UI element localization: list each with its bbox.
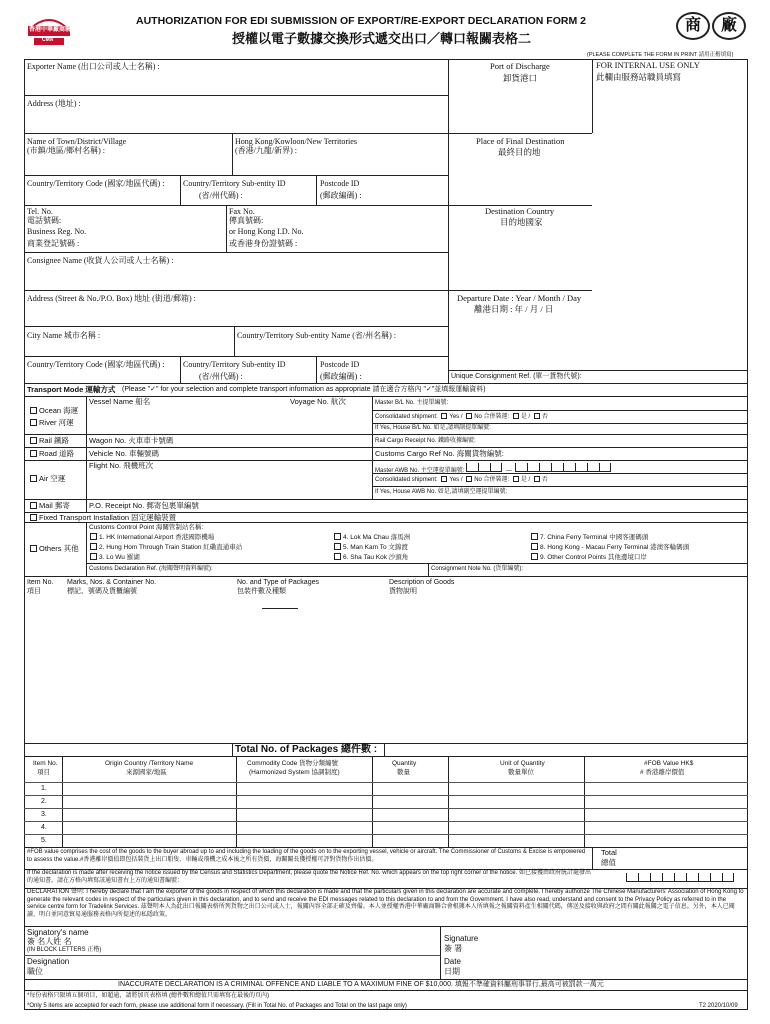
seal-right	[712, 12, 746, 40]
yes-checkbox[interactable]	[441, 476, 447, 482]
control-point-label: Customs Control Point 海關管制站名稱:	[89, 524, 204, 531]
consolidated-label: Consolidated shipment:	[375, 414, 438, 420]
vehicle-label: Vehicle No. 車輛號碼	[89, 449, 160, 458]
cp-item-label: 2. Hung Hom Through Train Station 紅磡直通車站	[99, 544, 243, 551]
yes-label: Yes /	[449, 477, 463, 483]
river-option[interactable]	[30, 419, 74, 428]
cp-checkbox[interactable]	[334, 543, 341, 550]
mail-option[interactable]	[30, 502, 70, 511]
yes-zh-checkbox[interactable]	[513, 476, 519, 482]
consignment-note-label: Consignment Note No. (貨單編號):	[431, 566, 524, 572]
brn-label: Business Reg. No.	[27, 227, 87, 236]
air-label: Air 空運	[39, 474, 66, 483]
cp-checkbox[interactable]	[531, 533, 538, 540]
consignee-subentity-label-zh: (省/州代碼) :	[199, 372, 243, 381]
departure-date-label: Departure Date : Year / Month / Day	[457, 293, 582, 303]
notice-box[interactable]	[650, 873, 662, 882]
rail-checkbox[interactable]	[30, 437, 37, 444]
description-label: Description of Goods	[389, 579, 455, 586]
fixed-label: Fixed Transport Installation 固定運輸裝置	[39, 513, 177, 522]
awb-box[interactable]	[490, 463, 502, 472]
cp-checkbox[interactable]	[531, 543, 538, 550]
th-origin: Origin Country /Territory Name	[105, 760, 194, 767]
final-destination-label-zh: 最終目的地	[498, 147, 541, 157]
others-option[interactable]	[30, 545, 79, 554]
hkid-label: or Hong Kong I.D. No.	[229, 227, 304, 236]
air-option[interactable]	[30, 475, 65, 484]
fixed-checkbox[interactable]	[30, 514, 37, 521]
town-label-zh: (市鎮/地區/鄉村名稱) :	[27, 146, 105, 155]
no-zh-label: 否	[541, 477, 548, 483]
mail-checkbox[interactable]	[30, 502, 37, 509]
table-row: 1.	[41, 785, 47, 792]
cp-item-9[interactable]	[531, 553, 647, 561]
declaration-text: DECLARATION 聲明: I hereby declare that I am the exporter of the goods in respect of which this declaration is made and that the particulars given in this declaration are accurate and complete. I hereby authorize The Chinese Manufacturers' Association of Hong Kong to generate the relevant codes in respect of the particulars given in this declaration, and to send and receive the EDI messages related to this declaration to and from the Government. I have also read, understand and consent to the Privacy Policy as referred to in the service centre form for Tradelink Services. 茲聲明本人為此出口報關表格所列貨物之出口公司或人士，報關內容全部正確及齊備。本人並授權香港中華廠商聯合會根據本人所填報之報關資料產生相關代碼，傳送及接收與政府之間有關此報關之電子信息。另外，本人已閱讀、明白並同意貿易通服務表格內所提述的私隱政策。	[27, 889, 744, 918]
exporter-subentity-label: Country/Territory Sub-entity ID	[183, 179, 286, 188]
form-title-zh: 授權以電子數據交換形式遞交出口／轉口報關表格二	[232, 31, 532, 46]
notice-box[interactable]	[662, 873, 674, 882]
cp-item-6[interactable]	[334, 553, 408, 561]
notice-box[interactable]	[698, 873, 710, 882]
no-checkbox[interactable]	[466, 476, 472, 482]
th-quantity: Quantity	[392, 760, 417, 767]
no-zh-checkbox[interactable]	[534, 476, 540, 482]
signatory-name-label-zh: 簽 名人姓 名	[27, 937, 72, 946]
road-label: Road 道路	[39, 449, 75, 458]
exporter-postcode-label-zh: (郵政編碼) :	[320, 191, 362, 200]
destination-country-label-zh: 目的地國家	[500, 217, 543, 227]
master-awb-label: Master AWB No. 主空運提單編號:	[375, 468, 465, 474]
table-row: 4.	[41, 824, 47, 831]
table-row: 5.	[41, 837, 47, 844]
awb-box[interactable]	[587, 463, 599, 472]
goods-item-no-label-zh: 項目	[27, 588, 41, 595]
discharge-label-zh: 卸貨港口	[503, 73, 538, 83]
notice-box[interactable]	[626, 873, 638, 882]
internal-use-label-zh: 此欄由服務站職員填寫	[596, 72, 682, 82]
footer-note-zh: *每份表格只限填五個項目，如超逾，請將加頁表格填 (總件數和總值只需填寫在最後的頁內)	[27, 993, 269, 999]
exporter-subentity-label-zh: (省/州代碼) :	[199, 191, 243, 200]
awb-box[interactable]	[563, 463, 575, 472]
th-commodity: Commodity Code 貨物分類編號	[247, 760, 339, 767]
consignee-subentity-name-label: Country/Territory Sub-entity Name (省/州名稱) :	[237, 331, 396, 340]
ocean-checkbox[interactable]	[30, 407, 37, 414]
awb-box[interactable]	[551, 463, 563, 472]
rail-option[interactable]	[30, 437, 69, 446]
fixed-option[interactable]	[30, 514, 176, 523]
notice-box[interactable]	[686, 873, 698, 882]
no-label: No	[474, 477, 482, 483]
awb-box[interactable]	[575, 463, 587, 472]
exporter-postcode-label: Postcode ID	[320, 179, 360, 188]
no-zh-checkbox[interactable]	[534, 413, 540, 419]
cp-item-4[interactable]	[334, 533, 410, 541]
yes-zh-checkbox[interactable]	[513, 413, 519, 419]
th-fob-zh: # 香港離岸價值	[640, 769, 685, 776]
table-row: 2.	[41, 798, 47, 805]
total-packages-label: Total No. of Packages 總件數 :	[235, 744, 378, 755]
voyage-label: Voyage No. 航次	[290, 397, 346, 406]
others-checkbox[interactable]	[30, 545, 37, 552]
consignee-postcode-label-zh: (郵政編碼) :	[320, 372, 362, 381]
seal-left-text: 商	[684, 17, 701, 34]
notice-ref-boxes[interactable]	[626, 873, 734, 884]
seal-right-text: 廠	[720, 17, 737, 34]
awb-box[interactable]	[478, 463, 490, 472]
ocean-option[interactable]	[30, 407, 78, 416]
th-item-zh: 項目	[37, 769, 50, 776]
city-label: City Name 城市名稱 :	[27, 331, 101, 340]
cp-item-7[interactable]	[531, 533, 648, 541]
awb-box[interactable]	[527, 463, 539, 472]
cp-item-label: 7. China Ferry Terminal 中國客運碼頭	[540, 534, 649, 541]
designation-label-zh: 職位	[27, 967, 43, 976]
exporter-name-label: Exporter Name (出口公司或人士名稱) :	[27, 62, 160, 71]
cp-item-label: 1. HK International Airport 香港國際機場	[99, 534, 215, 541]
cp-checkbox[interactable]	[334, 553, 341, 560]
departure-date-label-zh: 離港日期 : 年 / 月 / 日	[474, 304, 554, 314]
ucr-label: Unique Consignment Ref. (單一貨物代號):	[451, 373, 582, 380]
town-label: Name of Town/District/Village	[27, 137, 127, 146]
river-checkbox[interactable]	[30, 419, 37, 426]
no-checkbox[interactable]	[466, 413, 472, 419]
th-unit: Unit of Quantity	[500, 760, 545, 767]
hkid-label-zh: 或香港身份證號碼 :	[229, 239, 298, 248]
road-checkbox[interactable]	[30, 450, 37, 457]
house-bl-label: If Yes, House B/L No. 如是,請填副提單編號:	[375, 425, 491, 431]
cp-checkbox[interactable]	[90, 553, 97, 560]
th-fob: #FOB Value HK$	[644, 760, 694, 767]
block-letters-label: (IN BLOCK LETTERS 正楷)	[27, 947, 102, 953]
consignee-name-label: Consignee Name (收貨人公司或人士名稱) :	[27, 256, 174, 265]
packages-underline	[262, 608, 298, 609]
others-label: Others 其他	[39, 544, 79, 553]
description-label-zh: 貨物說明	[389, 588, 417, 595]
customs-declaration-label: Customs Declaration Ref. (海關聲明資料編號):	[89, 566, 213, 572]
customs-cargo-label: Customs Cargo Ref No. 海關貨物編號:	[375, 449, 504, 458]
marks-label: Marks, Nos. & Container No.	[67, 579, 157, 586]
consignee-address-label: Address (Street & No./P.O. Box) 地址 (街道/郵箱) :	[27, 294, 196, 303]
total-label: Total	[601, 848, 617, 857]
awb-box[interactable]	[539, 463, 551, 472]
print-note: (PLEASE COMPLETE THE FORM IN PRINT 請用正楷填寫)	[587, 52, 734, 58]
consignee-subentity-label: Country/Territory Sub-entity ID	[183, 360, 286, 369]
master-bl-label: Master B/L No. 主提單編號:	[375, 400, 449, 406]
cp-item-8[interactable]	[531, 543, 689, 551]
no-zh-label: 否	[541, 414, 548, 420]
notice-box[interactable]	[638, 873, 650, 882]
vessel-name-label: Vessel Name 船名	[89, 397, 151, 406]
transport-heading: Transport Mode 運輸方式	[27, 385, 116, 394]
notice-box[interactable]	[710, 873, 722, 882]
rail-cargo-label: Rail Cargo Receipt No. 鐵路收據編號:	[375, 438, 476, 444]
awb-box[interactable]	[466, 463, 478, 472]
marks-label-zh: 標記、號碼及貨櫃編號	[67, 588, 137, 595]
consolidated-zh-label: 合併裝運:	[483, 414, 510, 420]
cp-item-1[interactable]	[90, 533, 214, 541]
consolidated-label: Consolidated shipment:	[375, 477, 438, 483]
seal-left	[676, 12, 710, 40]
no-label: No	[474, 414, 482, 420]
date-label: Date	[444, 957, 461, 966]
th-origin-zh: 來源國家/地區	[126, 769, 167, 776]
packages-label: No. and Type of Packages	[237, 579, 319, 586]
discharge-label: Port of Discharge	[490, 61, 550, 71]
yes-label: Yes /	[449, 414, 463, 420]
yes-zh-label: 是 /	[520, 414, 531, 420]
wagon-label: Wagon No. 火車車卡號碼	[89, 436, 174, 445]
exporter-country-label: Country/Territory Code (國家/地區代碼) :	[27, 179, 165, 188]
cma-logo	[26, 14, 84, 50]
awb-box[interactable]	[515, 463, 527, 472]
hk-region-label-zh: (香港/九龍/新界) :	[235, 146, 297, 155]
form-title-en: AUTHORIZATION FOR EDI SUBMISSION OF EXPORT/RE-EXPORT DECLARATION FORM 2	[136, 15, 586, 27]
signature-label: Signature	[444, 934, 479, 943]
footer-note-en: *Only 5 items are accepted for each form, please use additional form if necessary. (Fill in Total No. of Packages and Total on the last page only)	[27, 1003, 407, 1009]
total-label-zh: 總值	[601, 858, 616, 867]
cp-checkbox[interactable]	[531, 553, 538, 560]
cp-item-label: 5. Man Kam To 文錦渡	[343, 544, 408, 551]
cp-item-label: 6. Sha Tau Kok 沙頭角	[343, 554, 409, 561]
flight-label: Flight No. 飛機班次	[89, 461, 154, 470]
signatory-name-label: Signatory's name	[27, 928, 89, 937]
awb-box[interactable]	[599, 463, 611, 472]
consolidated-air	[375, 476, 548, 484]
goods-item-no-label: Item No.	[27, 579, 54, 586]
cp-checkbox[interactable]	[90, 543, 97, 550]
date-label-zh: 日期	[444, 967, 460, 976]
mail-label: Mail 郵寄	[39, 501, 70, 510]
internal-use-label: FOR INTERNAL USE ONLY	[596, 60, 700, 70]
exporter-address-label: Address (地址) :	[27, 99, 81, 108]
cp-item-label: 9. Other Control Points 其他邊境口岸	[540, 554, 647, 561]
road-option[interactable]	[30, 450, 74, 459]
notice-box[interactable]	[674, 873, 686, 882]
po-receipt-label: P.O. Receipt No. 郵寄包裹單編號	[89, 501, 199, 510]
fax-label: Fax No.	[229, 207, 255, 216]
fob-note: #FOB value comprises the cost of the goods to the buyer abroad up to and including the loading of the goods on to the exporting vessel, vehicle or aircraft. The Commissioner of Customs & Excise is empowered to assess the value.#香港離岸價值即包括裝貨上出口船隻、車輛或飛機之成本後之所有貨價，海關關長獲授權可評對貨物作出估價。	[27, 849, 586, 863]
hk-region-label: Hong Kong/Kowloon/New Territories	[235, 137, 357, 146]
destination-country-label: Destination Country	[485, 206, 555, 216]
consolidated-sea	[375, 413, 548, 421]
fax-label-zh: 傳真號碼:	[229, 216, 264, 225]
rail-label: Rail 鐵路	[39, 436, 70, 445]
cp-item-label: 3. Lo Wu 羅湖	[99, 554, 140, 561]
cp-item-label: 4. Lok Ma Chau 落馬洲	[343, 534, 411, 541]
cp-item-label: 8. Hong Kong - Macau Ferry Terminal 港澳客輪碼頭	[540, 544, 690, 551]
transport-instruction: (Please "✓" for your selection and complete transport information as appropriate 請在適合方格內 "✓"並填報運輸資料)	[122, 386, 486, 393]
packages-label-zh: 包裝件數及種類	[237, 588, 286, 595]
yes-checkbox[interactable]	[441, 413, 447, 419]
warning-text: INACCURATE DECLARATION IS A CRIMINAL OFFENCE AND LIABLE TO A MAXIMUM FINE OF $10,000. 填報不準確資料屬刑事罪行,最高可被罰款一萬元	[118, 981, 604, 988]
signature-label-zh: 簽 署	[444, 944, 463, 953]
ocean-label: Ocean 海運	[39, 406, 79, 415]
consignee-country-label: Country/Territory Code (國家/地區代碼) :	[27, 360, 165, 369]
th-commodity-zh: (Harmonized System 協調制度)	[249, 769, 340, 776]
yes-zh-label: 是 /	[520, 477, 531, 483]
cp-checkbox[interactable]	[334, 533, 341, 540]
designation-label: Designation	[27, 957, 70, 966]
cp-item-3[interactable]	[90, 553, 140, 561]
consolidated-zh-label: 合併裝運:	[483, 477, 510, 483]
form-code: T2 2020/10/09	[699, 1003, 738, 1009]
final-destination-label: Place of Final Destination	[476, 136, 565, 146]
table-row: 3.	[41, 811, 47, 818]
river-label: River 河運	[39, 418, 74, 427]
th-item: Item No.	[33, 760, 58, 767]
notice-box[interactable]	[722, 873, 734, 882]
house-awb-label: If Yes, House AWB No. 如是,請填副空運提單編號:	[375, 489, 508, 495]
cp-item-5[interactable]	[334, 543, 408, 551]
tel-label-zh: 電話號碼:	[27, 216, 62, 225]
logo-text-bottom: CMA	[42, 37, 54, 43]
master-awb-row: Master AWB No. 主空運提單編號: —	[375, 463, 611, 475]
cp-checkbox[interactable]	[90, 533, 97, 540]
brn-label-zh: 商業登記號碼 :	[27, 239, 80, 248]
cp-item-2[interactable]	[90, 543, 242, 551]
consignee-postcode-label: Postcode ID	[320, 360, 360, 369]
tel-label: Tel. No.	[27, 207, 53, 216]
th-quantity-zh: 數量	[397, 769, 410, 776]
th-unit-zh: 數量單位	[508, 769, 534, 776]
logo-text-top: 香港中華廠商聯合會	[29, 27, 84, 33]
notice-note: If the declaration is made after receiving the notice issued by the Census and Statistics Department, please quote the Notice Ref. No. which appears on the top right corner of the notice. 如已接獲由政府統計處發出的通知書，請在方格內填寫該通知書右上方的通知書編號：	[27, 870, 591, 884]
air-checkbox[interactable]	[30, 475, 37, 482]
